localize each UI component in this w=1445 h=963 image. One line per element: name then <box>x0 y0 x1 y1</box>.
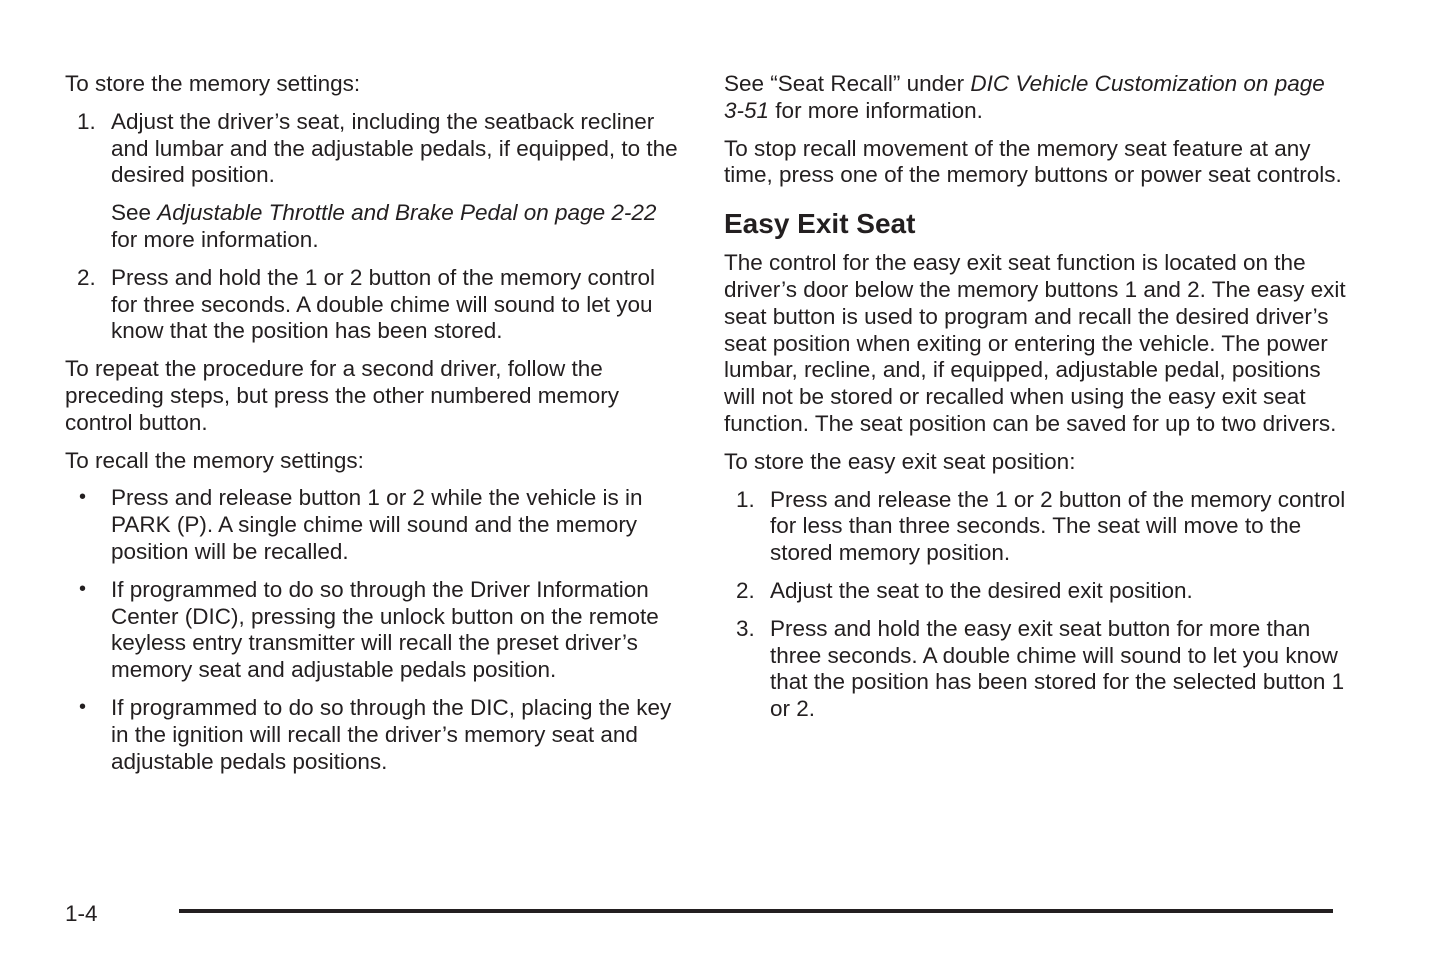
step-text: Press and release the 1 or 2 button of the memory control for less than three seconds. The seat will move to the stored memory position. <box>770 486 1346 566</box>
step-text: Adjust the seat to the desired exit position. <box>770 577 1193 603</box>
step-text: Adjust the driver’s seat, including the seatback recliner and lumbar and the adjustable pedals, if equipped, to the desired position. <box>111 108 678 188</box>
recall-bullet-2 <box>65 577 680 684</box>
step-number: 1. <box>736 486 755 512</box>
right-column <box>724 71 1349 734</box>
easy-exit-store-intro: To store the easy exit seat position: <box>724 448 1076 474</box>
step-text: Press and hold the 1 or 2 button of the memory control for three seconds. A double chime will sound to let you know that the position has been stored. <box>111 264 656 344</box>
cross-reference-link[interactable]: DIC Vehicle Customization on page 3-51 <box>724 71 1325 123</box>
easy-exit-description: The control for the easy exit seat function is located on the driver’s door below the memory buttons 1 and 2. The easy exit seat button is used to program and recall the desired driver’s seat position when exiting or entering the vehicle. The power lumbar, recline, and, if equipped, adjustable pedal, positions will not be stored or recalled when using the easy exit seat function. The seat position can be saved for up to two drivers. <box>724 250 1346 436</box>
recall-bullet-3 <box>65 695 680 775</box>
footer-rule <box>179 909 1333 913</box>
exit-step-1 <box>724 487 1349 567</box>
left-column <box>65 71 680 786</box>
bullet-icon: • <box>79 577 87 600</box>
see-reference: See Adjustable Throttle and Brake Pedal on page 2-22 for more information. <box>111 200 657 252</box>
step-text: Press and hold the easy exit seat button for more than three seconds. A double chime will sound to let you know that the position has been stored for the selected button 1 or 2. <box>770 615 1345 722</box>
seat-recall-reference: See “Seat Recall” under DIC Vehicle Customization on page 3-51 for more information. <box>724 71 1325 123</box>
exit-step-3 <box>724 616 1349 723</box>
recall-bullet-1 <box>65 485 680 565</box>
bullet-text: If programmed to do so through the Driver Information Center (DIC), pressing the unlock button on the remote keyless entry transmitter will recall the preset driver’s memory seat and adjustable pedals position. <box>111 576 659 683</box>
bullet-icon: • <box>79 486 87 509</box>
repeat-paragraph: To repeat the procedure for a second driver, follow the preceding steps, but press the other numbered memory control button. <box>65 356 620 435</box>
bullet-text: Press and release button 1 or 2 while the vehicle is in PARK (P). A single chime will sound and the memory position will be recalled. <box>111 485 643 564</box>
bullet-icon: • <box>79 695 87 718</box>
store-intro: To store the memory settings: <box>65 71 361 96</box>
step-number: 2. <box>736 577 755 603</box>
stop-recall-paragraph: To stop recall movement of the memory seat feature at any time, press one of the memory buttons or power seat controls. <box>724 135 1342 188</box>
exit-step-2 <box>724 578 1349 605</box>
cross-reference-link[interactable]: Adjustable Throttle and Brake Pedal on page 2-22 <box>157 200 657 226</box>
section-heading: Easy Exit Seat <box>724 208 916 240</box>
page-number: 1-4 <box>65 901 98 926</box>
recall-intro: To recall the memory settings: <box>65 447 364 473</box>
step-number: 1. <box>77 108 96 134</box>
store-step-2 <box>65 265 680 345</box>
store-step-1 <box>65 109 680 254</box>
step-number: 3. <box>736 615 755 641</box>
step-number: 2. <box>77 264 96 290</box>
bullet-text: If programmed to do so through the DIC, placing the key in the ignition will recall the driver’s memory seat and adjustable pedals positions. <box>111 694 672 774</box>
